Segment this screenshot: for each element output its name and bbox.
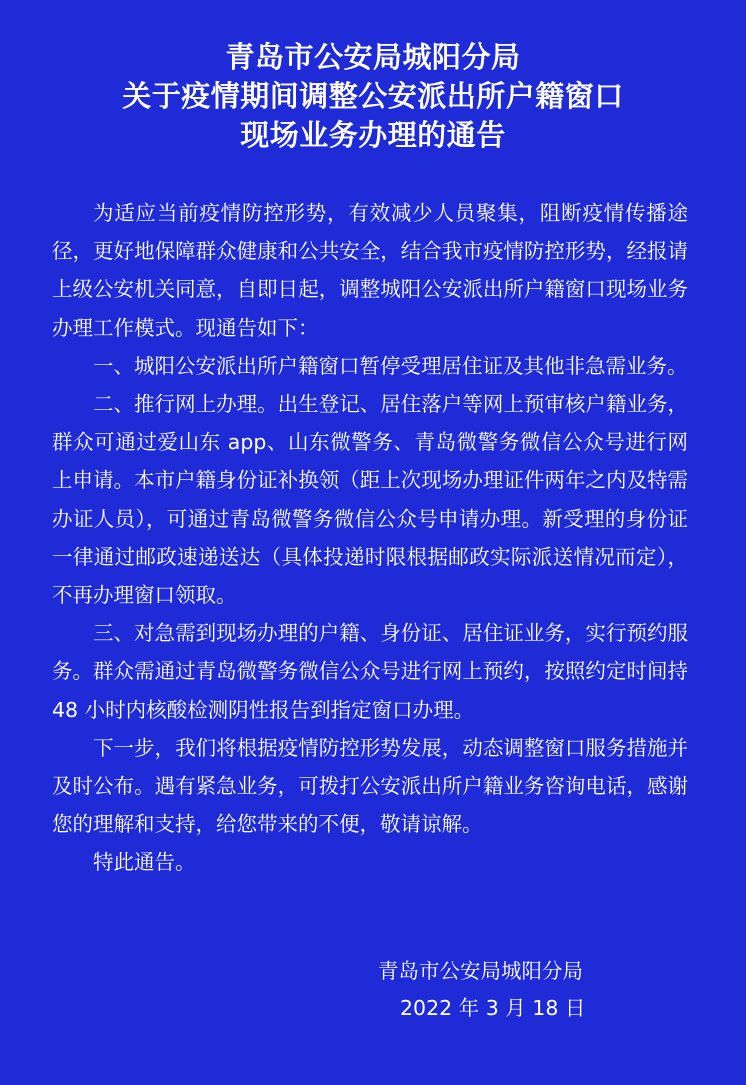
title-line-subject: 关于疫情期间调整公安派出所户籍窗口: [122, 79, 624, 113]
paragraph-closing: 特此通告。: [93, 850, 196, 875]
paragraph-item-1: 一、城阳公安派出所户籍窗口暂停受理居住证及其他非急需业务。: [93, 353, 688, 378]
title-line-issuer: 青岛市公安局城阳分局: [225, 40, 521, 74]
paragraph-intro: 为适应当前疫情防控形势，有效减少人员聚集，阻断疫情传播途径，更好地保障群众健康和公共安全，结合我市疫情防控形势，经报请上级公安机关同意，自即日起，调整城阳公安派出所户籍窗口现场业务办理工作模式。现通告如下：: [52, 201, 688, 340]
paragraph-item-2: 二、推行网上办理。出生登记、居住落户等网上预审核户籍业务，群众可通过爱山东 app、山东微警务、青岛微警务微信公众号进行网上申请。本市户籍身份证补换领（距上次现场办理证件两年之内及特需办证人员），可通过青岛微警务微信公众号申请办理。新受理的身份证一律通过邮政速递送达（具体投递时限根据邮政实际派送情况而定），不再办理窗口领取。: [52, 392, 688, 608]
title-line-topic: 现场业务办理的通告: [240, 118, 506, 152]
notice-body: [52, 194, 688, 882]
signature-date: 2022 年 3 月 18 日: [400, 996, 586, 1020]
paragraph-item-3: 三、对急需到现场办理的户籍、身份证、居住证业务，实行预约服务。群众需通过青岛微警务微信公众号进行网上预约，按照约定时间持 48 小时内核酸检测阴性报告到指定窗口办理。: [52, 621, 688, 722]
paragraph-next-step: 下一步，我们将根据疫情防控形势发展，动态调整窗口服务措施并及时公布。遇有紧急业务，可拨打公安派出所户籍业务咨询电话，感谢您的理解和支持，给您带来的不便，敬请谅解。: [52, 735, 688, 837]
notice-title: [0, 38, 746, 155]
signature-organization: 青岛市公安局城阳分局: [378, 959, 583, 983]
